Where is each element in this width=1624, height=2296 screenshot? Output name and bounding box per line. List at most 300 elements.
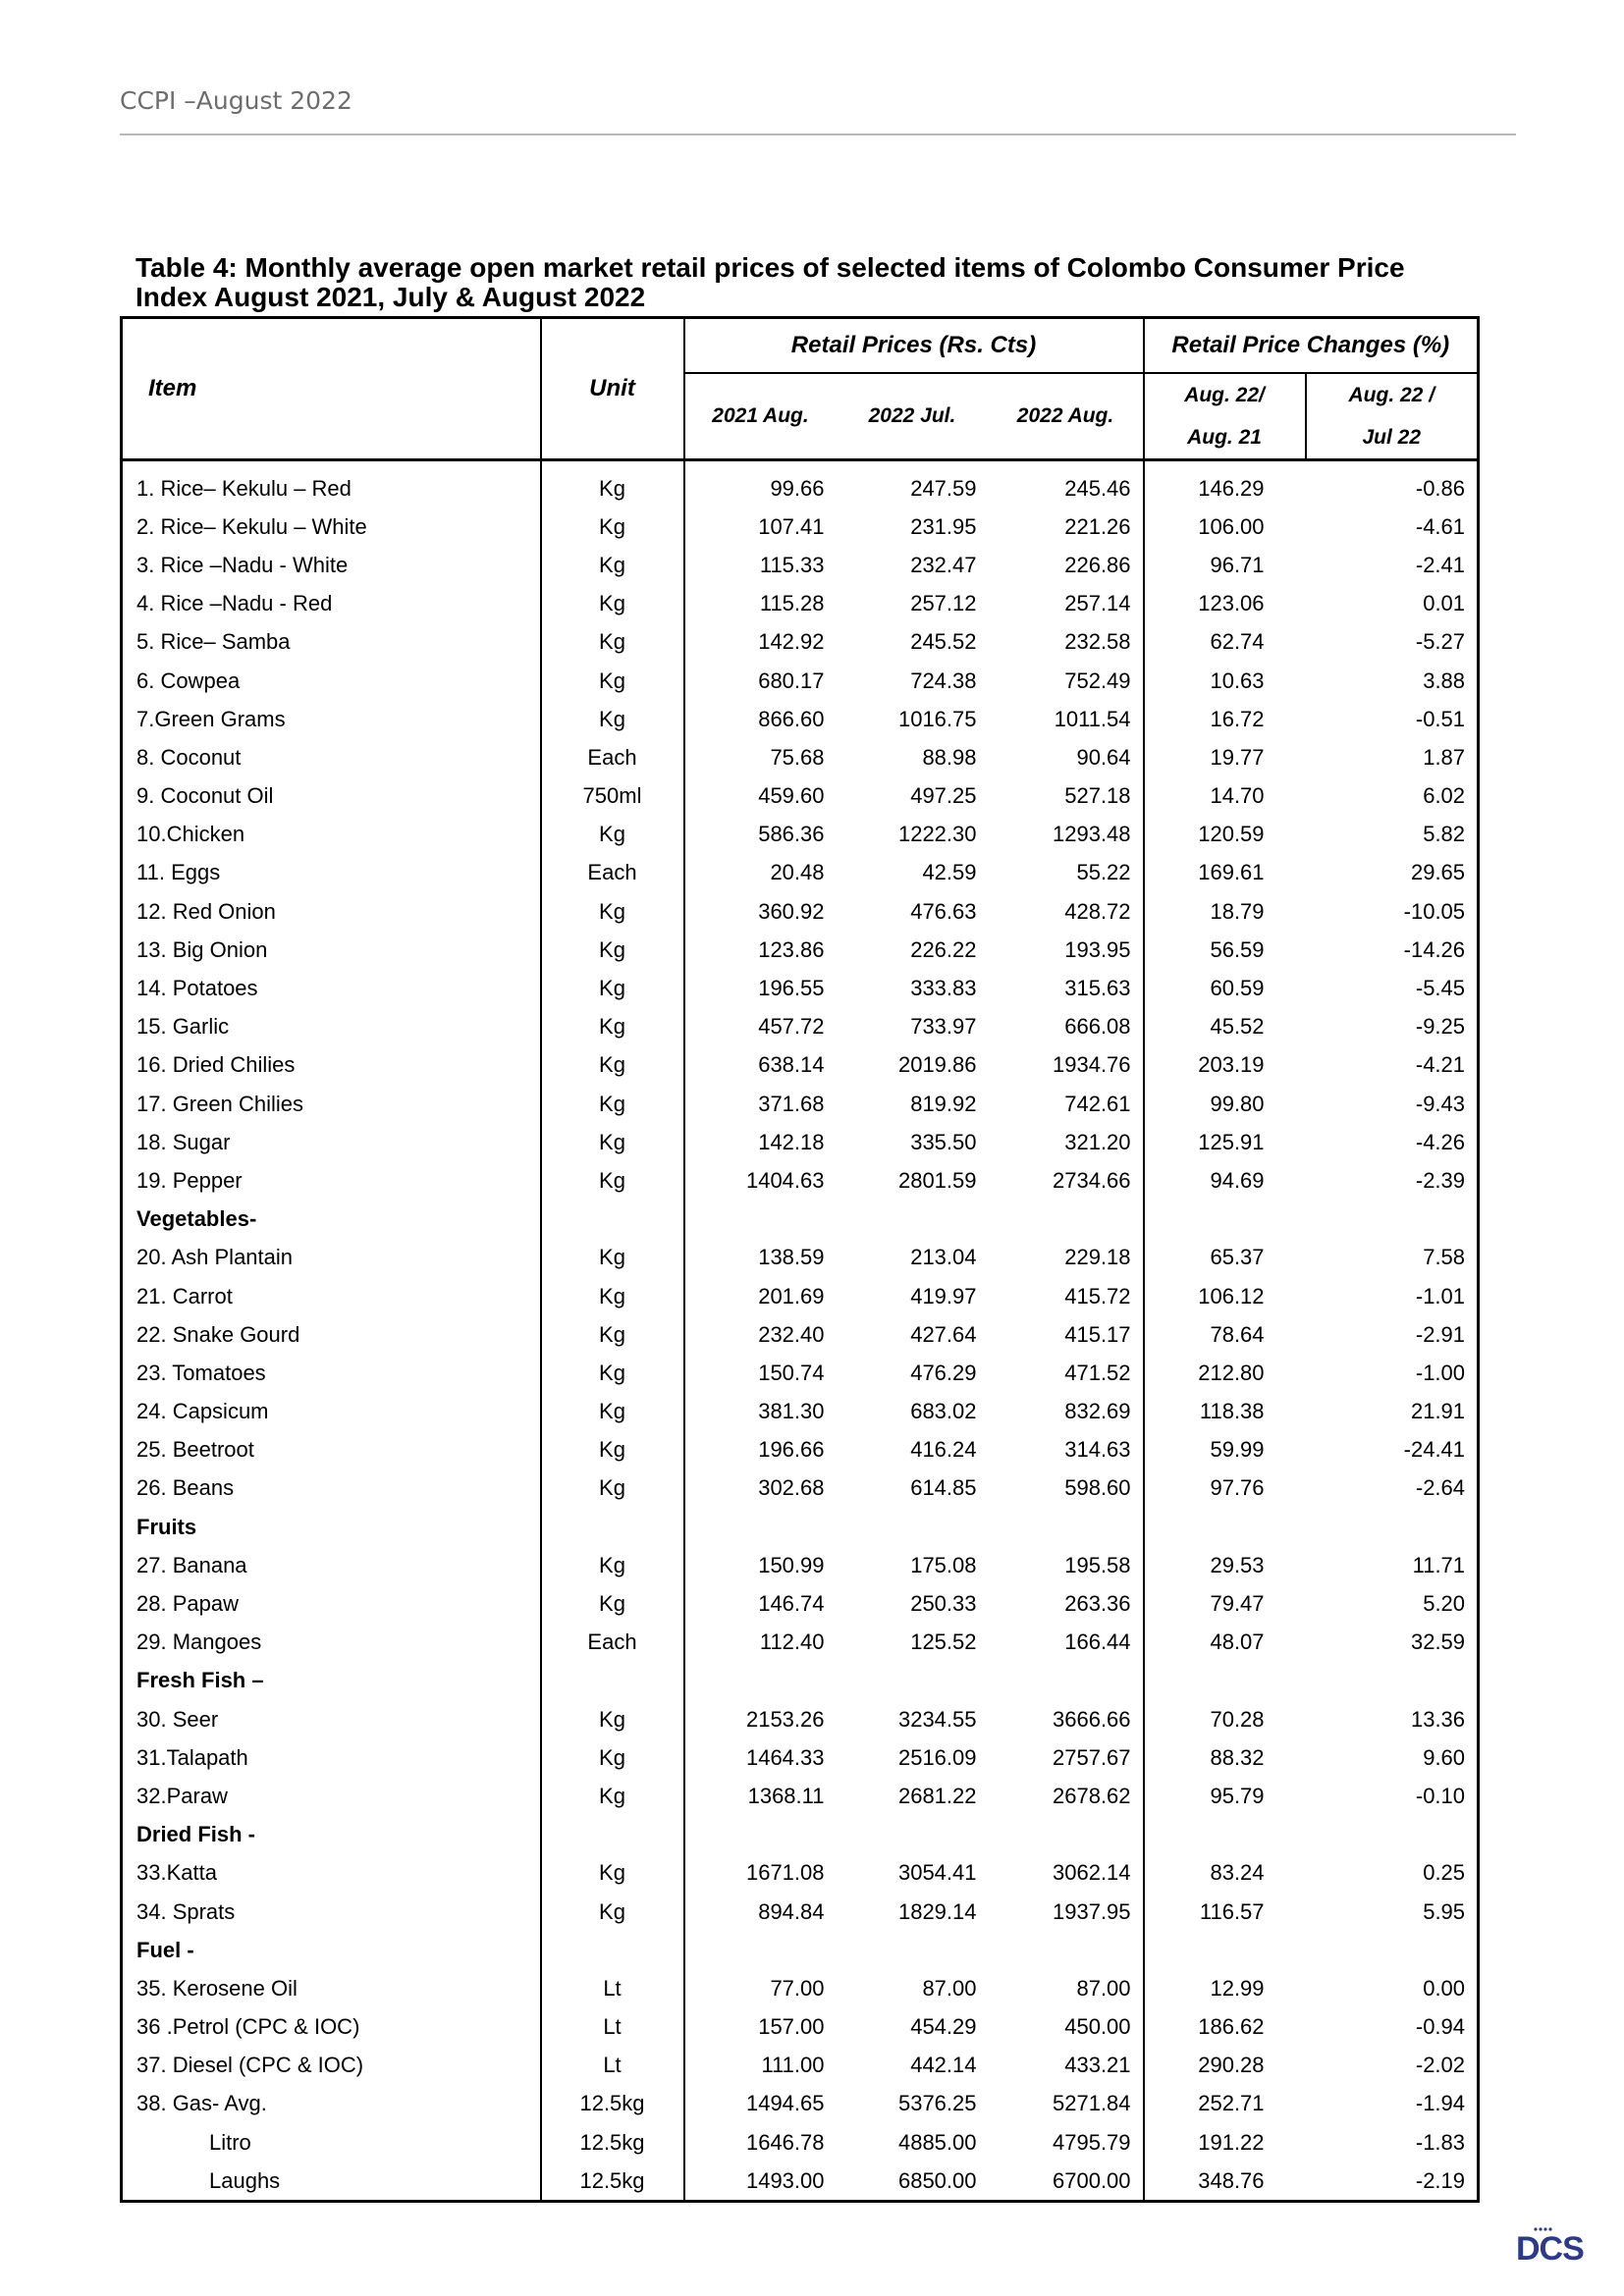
table-row: [122, 460, 1479, 508]
table-row: [122, 1008, 1479, 1046]
table-row: [122, 1854, 1479, 1893]
table-row: [122, 1738, 1479, 1777]
cell-p3: [989, 1201, 1144, 1239]
cell-p1: 107.41: [758, 513, 825, 539]
cell-item: 34. Sprats: [122, 1893, 541, 1931]
cell-c2: -1.00: [1415, 1360, 1466, 1385]
cell-unit: 12.5kg: [541, 2162, 684, 2202]
cell-item: 18. Sugar: [122, 1123, 541, 1161]
cell-c1: 88.32: [1210, 1744, 1265, 1770]
cell-item: 4. Rice –Nadu - Red: [122, 585, 541, 623]
header-change1-top: Aug. 22/: [1184, 384, 1265, 406]
cell-c1: 45.52: [1210, 1014, 1265, 1040]
table-row: [122, 1354, 1479, 1392]
cell-c2: 0.01: [1423, 591, 1466, 616]
table-row: [122, 623, 1479, 662]
cell-item: 14. Potatoes: [122, 969, 541, 1007]
cell-p3: 87.00: [989, 1969, 1144, 2007]
cell-p3: 226.86: [989, 546, 1144, 584]
cell-p3: 195.58: [989, 1546, 1144, 1584]
cell-c2: -2.19: [1415, 2167, 1466, 2193]
header-aug-2021: 2021 Aug.: [684, 373, 837, 460]
cell-p2: 476.29: [910, 1360, 977, 1385]
cell-p1: 894.84: [758, 1898, 825, 1924]
cell-c2: 0.25: [1423, 1860, 1466, 1886]
cell-p2: 454.29: [910, 2014, 977, 2040]
cell-unit: Kg: [541, 1123, 684, 1161]
cell-item: 38. Gas- Avg.: [122, 2085, 541, 2123]
cell-item: 1. Rice– Kekulu – Red: [122, 460, 541, 508]
cell-c2: 5.82: [1423, 822, 1466, 847]
cell-item: 31.Talapath: [122, 1738, 541, 1777]
header-change2-bottom: Jul 22: [1362, 426, 1422, 449]
cell-c1: [1144, 1508, 1306, 1546]
table-row: [122, 1969, 1479, 2007]
cell-p3: 3062.14: [989, 1854, 1144, 1893]
cell-p3: 166.44: [989, 1624, 1144, 1662]
cell-p2: [837, 1816, 989, 1854]
cell-unit: Kg: [541, 1393, 684, 1431]
table-row: [122, 1393, 1479, 1431]
cell-item: 27. Banana: [122, 1546, 541, 1584]
cell-c2: 13.36: [1410, 1706, 1466, 1732]
cell-unit: 750ml: [541, 777, 684, 816]
cell-p1: 99.66: [770, 475, 825, 501]
cell-unit: Kg: [541, 1738, 684, 1777]
cell-p1: 157.00: [758, 2014, 825, 2040]
cell-c2: -9.43: [1415, 1091, 1466, 1116]
cell-p2: 733.97: [910, 1014, 977, 1040]
cell-p1: 457.72: [758, 1014, 825, 1040]
cell-c2: -4.21: [1415, 1052, 1466, 1078]
cell-item: 16. Dried Chilies: [122, 1046, 541, 1085]
cell-p3: 1293.48: [989, 816, 1144, 854]
cell-p3: 598.60: [989, 1469, 1144, 1508]
cell-c2: -0.86: [1415, 475, 1466, 501]
cell-c1: 70.28: [1210, 1706, 1265, 1732]
cell-c1: 125.91: [1198, 1129, 1265, 1154]
cell-item: 30. Seer: [122, 1700, 541, 1738]
cell-p2: 335.50: [910, 1129, 977, 1154]
table-row: [122, 892, 1479, 931]
cell-item: 8. Coconut: [122, 738, 541, 776]
table-row: [122, 662, 1479, 700]
cell-c1: 18.79: [1210, 898, 1265, 924]
cell-item: 33.Katta: [122, 1854, 541, 1893]
cell-item: 35. Kerosene Oil: [122, 1969, 541, 2007]
cell-c2: -5.27: [1415, 629, 1466, 655]
cell-p3: 666.08: [989, 1008, 1144, 1046]
cell-p1: 1493.00: [745, 2167, 825, 2193]
cell-c1: 10.63: [1210, 667, 1265, 693]
cell-item: 21. Carrot: [122, 1277, 541, 1315]
cell-p1: 680.17: [758, 667, 825, 693]
table-title: [135, 253, 1510, 312]
cell-c1: 56.59: [1210, 936, 1265, 962]
header-retail-prices: Retail Prices (Rs. Cts): [684, 318, 1144, 374]
cell-unit: Kg: [541, 1354, 684, 1392]
cell-c2: -2.39: [1415, 1167, 1466, 1193]
cell-p3: 433.21: [989, 2047, 1144, 2085]
cell-p2: 419.97: [910, 1283, 977, 1308]
cell-p1: 2153.26: [745, 1706, 825, 1732]
cell-item: 6. Cowpea: [122, 662, 541, 700]
cell-item: 3. Rice –Nadu - White: [122, 546, 541, 584]
cell-unit: Kg: [541, 1700, 684, 1738]
cell-c1: 212.80: [1198, 1360, 1265, 1385]
cell-c2: -5.45: [1415, 976, 1466, 1001]
cell-c2: -4.26: [1415, 1129, 1466, 1154]
cell-p1: 150.99: [758, 1552, 825, 1577]
cell-p3: 5271.84: [989, 2085, 1144, 2123]
cell-p2: 476.63: [910, 898, 977, 924]
header-aug-2022: 2022 Aug.: [989, 373, 1144, 460]
cell-item: Dried Fish -: [122, 1816, 541, 1854]
cell-item: Litro: [122, 2123, 541, 2162]
price-table: [120, 316, 1480, 2203]
cell-p2: 245.52: [910, 629, 977, 655]
table-row: [122, 1546, 1479, 1584]
table-section-row: [122, 1508, 1479, 1546]
cell-p1: 586.36: [758, 822, 825, 847]
cell-p2: 213.04: [910, 1245, 977, 1270]
cell-p3: 3666.66: [989, 1700, 1144, 1738]
table-row: [122, 700, 1479, 738]
cell-unit: Kg: [541, 969, 684, 1007]
cell-p1: 196.55: [758, 976, 825, 1001]
table-row: [122, 2123, 1479, 2162]
cell-item: 2. Rice– Kekulu – White: [122, 507, 541, 546]
cell-item: 24. Capsicum: [122, 1393, 541, 1431]
cell-p3: 314.63: [989, 1431, 1144, 1469]
table-section-row: [122, 1201, 1479, 1239]
cell-c2: [1306, 1816, 1479, 1854]
table-row: [122, 738, 1479, 776]
table-row: [122, 1893, 1479, 1931]
cell-p2: 819.92: [910, 1091, 977, 1116]
cell-p2: [837, 1201, 989, 1239]
cell-p1: 196.66: [758, 1437, 825, 1463]
cell-p1: 146.74: [758, 1591, 825, 1617]
cell-c1: 19.77: [1210, 744, 1265, 770]
cell-c2: 5.95: [1423, 1898, 1466, 1924]
table-row: [122, 1046, 1479, 1085]
table-title-line2: Index August 2021, July & August 2022: [135, 282, 646, 312]
cell-item: 11. Eggs: [122, 854, 541, 892]
cell-p3: 752.49: [989, 662, 1144, 700]
cell-p2: 231.95: [910, 513, 977, 539]
cell-c2: 6.02: [1423, 783, 1466, 809]
cell-unit: Kg: [541, 892, 684, 931]
cell-p1: 1404.63: [745, 1167, 825, 1193]
cell-p2: 1016.75: [897, 706, 977, 731]
cell-c2: 11.71: [1412, 1552, 1466, 1577]
cell-unit: Lt: [541, 1969, 684, 2007]
cell-p1: 360.92: [758, 898, 825, 924]
cell-c1: 290.28: [1198, 2053, 1265, 2078]
table-row: [122, 1277, 1479, 1315]
cell-unit: Kg: [541, 1161, 684, 1200]
table-row: [122, 1123, 1479, 1161]
cell-unit: Kg: [541, 1469, 684, 1508]
cell-unit: [541, 1201, 684, 1239]
cell-item: 26. Beans: [122, 1469, 541, 1508]
header-unit: Unit: [541, 318, 684, 460]
cell-item: Fresh Fish –: [122, 1662, 541, 1700]
cell-p3: 2734.66: [989, 1161, 1144, 1200]
header-item: Item: [122, 318, 541, 460]
table-row: [122, 931, 1479, 969]
cell-c2: -14.26: [1403, 936, 1466, 962]
cell-p2: 497.25: [910, 783, 977, 809]
cell-c2: [1306, 1662, 1479, 1700]
cell-unit: Kg: [541, 507, 684, 546]
table-row: [122, 777, 1479, 816]
cell-p3: 321.20: [989, 1123, 1144, 1161]
cell-unit: Each: [541, 1624, 684, 1662]
cell-p1: 115.28: [759, 591, 825, 616]
cell-c1: 169.61: [1198, 860, 1265, 885]
cell-p2: 683.02: [910, 1399, 977, 1424]
cell-p3: 832.69: [989, 1393, 1144, 1431]
cell-c1: 29.53: [1210, 1552, 1265, 1577]
cell-item: 13. Big Onion: [122, 931, 541, 969]
cell-c1: [1144, 1816, 1306, 1854]
cell-item: 23. Tomatoes: [122, 1354, 541, 1392]
cell-unit: 12.5kg: [541, 2123, 684, 2162]
cell-p1: 1368.11: [747, 1783, 825, 1808]
cell-c2: -0.94: [1415, 2014, 1466, 2040]
table-row: [122, 1315, 1479, 1354]
cell-unit: Kg: [541, 585, 684, 623]
cell-unit: [541, 1931, 684, 1969]
cell-p2: 2681.22: [897, 1783, 977, 1808]
cell-p1: 150.74: [758, 1360, 825, 1385]
cell-unit: Kg: [541, 546, 684, 584]
cell-p3: [989, 1931, 1144, 1969]
cell-unit: Kg: [541, 816, 684, 854]
cell-p3: 1011.54: [989, 700, 1144, 738]
cell-c2: -9.25: [1415, 1014, 1466, 1040]
cell-p1: 142.92: [758, 629, 825, 655]
cell-p3: 527.18: [989, 777, 1144, 816]
table-row: [122, 507, 1479, 546]
cell-p2: 42.59: [922, 860, 977, 885]
cell-item: 15. Garlic: [122, 1008, 541, 1046]
cell-c2: -24.41: [1403, 1437, 1466, 1463]
cell-item: 32.Paraw: [122, 1777, 541, 1815]
cell-p3: 90.64: [989, 738, 1144, 776]
cell-c2: [1306, 1201, 1479, 1239]
cell-item: 22. Snake Gourd: [122, 1315, 541, 1354]
cell-p1: 302.68: [758, 1475, 825, 1501]
cell-unit: Kg: [541, 1431, 684, 1469]
cell-c1: 48.07: [1210, 1629, 1265, 1655]
cell-item: 10.Chicken: [122, 816, 541, 854]
cell-c1: 95.79: [1210, 1783, 1265, 1808]
table-row: [122, 2008, 1479, 2047]
cell-p2: [837, 1508, 989, 1546]
cell-unit: [541, 1662, 684, 1700]
cell-c1: 14.70: [1210, 783, 1265, 809]
price-table-container: [120, 316, 1480, 2203]
header-change-aug22-aug21: [1144, 373, 1306, 460]
table-row: [122, 1431, 1479, 1469]
table-section-row: [122, 1662, 1479, 1700]
cell-c1: 60.59: [1210, 976, 1265, 1001]
cell-c2: [1306, 1508, 1479, 1546]
cell-p1: 638.14: [758, 1052, 825, 1078]
cell-p1: 201.69: [758, 1283, 825, 1308]
cell-c2: -2.64: [1415, 1475, 1466, 1501]
cell-p2: [837, 1662, 989, 1700]
header-divider: [120, 133, 1516, 135]
cell-p2: 175.08: [910, 1552, 977, 1577]
cell-unit: Kg: [541, 460, 684, 508]
cell-p1: 123.86: [758, 936, 825, 962]
cell-unit: Kg: [541, 1008, 684, 1046]
cell-p2: 5376.25: [897, 2091, 977, 2116]
cell-c1: 116.57: [1199, 1898, 1265, 1924]
cell-c1: 62.74: [1210, 629, 1265, 655]
cell-p3: 55.22: [989, 854, 1144, 892]
cell-p1: 459.60: [758, 783, 825, 809]
header-retail-price-changes: Retail Price Changes (%): [1144, 318, 1479, 374]
cell-item: 37. Diesel (CPC & IOC): [122, 2047, 541, 2085]
cell-p3: 2757.67: [989, 1738, 1144, 1777]
table-row: [122, 1624, 1479, 1662]
cell-c1: 16.72: [1210, 706, 1265, 731]
cell-c2: -2.41: [1415, 552, 1466, 577]
cell-unit: Kg: [541, 1893, 684, 1931]
cell-p3: 257.14: [989, 585, 1144, 623]
cell-unit: Kg: [541, 1315, 684, 1354]
table-row: [122, 1239, 1479, 1277]
cell-unit: Kg: [541, 1085, 684, 1123]
cell-p1: 866.60: [758, 706, 825, 731]
cell-unit: Kg: [541, 1854, 684, 1893]
cell-p2: [837, 1931, 989, 1969]
cell-item: Laughs: [122, 2162, 541, 2202]
cell-unit: 12.5kg: [541, 2085, 684, 2123]
cell-c1: 99.80: [1210, 1091, 1265, 1116]
header-change2-top: Aug. 22 /: [1348, 384, 1435, 406]
cell-p1: 1494.65: [745, 2091, 825, 2116]
cell-p2: 226.22: [910, 936, 977, 962]
cell-p3: 1934.76: [989, 1046, 1144, 1085]
cell-p3: 450.00: [989, 2008, 1144, 2047]
cell-c2: 7.58: [1423, 1245, 1466, 1270]
cell-p2: 125.52: [910, 1629, 977, 1655]
cell-p2: 87.00: [922, 1975, 977, 2001]
cell-item: 17. Green Chilies: [122, 1085, 541, 1123]
table-section-row: [122, 1816, 1479, 1854]
cell-c2: 1.87: [1423, 744, 1466, 770]
cell-p2: 333.83: [910, 976, 977, 1001]
cell-p2: 88.98: [922, 744, 977, 770]
cell-c2: 3.88: [1423, 667, 1466, 693]
header-change1-bottom: Aug. 21: [1187, 426, 1262, 449]
cell-unit: [541, 1816, 684, 1854]
cell-item: 5. Rice– Samba: [122, 623, 541, 662]
cell-p3: [989, 1508, 1144, 1546]
cell-p2: 2801.59: [897, 1167, 977, 1193]
cell-c1: 106.12: [1198, 1283, 1265, 1308]
cell-p3: 229.18: [989, 1239, 1144, 1277]
cell-p2: 4885.00: [897, 2129, 977, 2155]
table-row: [122, 1469, 1479, 1508]
cell-p1: 371.68: [758, 1091, 825, 1116]
cell-c2: [1306, 1931, 1479, 1969]
cell-p1: 111.00: [761, 2053, 825, 2078]
cell-p1: 142.18: [758, 1129, 825, 1154]
table-row: [122, 2047, 1479, 2085]
cell-p3: 193.95: [989, 931, 1144, 969]
cell-c1: 146.29: [1198, 475, 1265, 501]
cell-c2: -1.83: [1415, 2129, 1466, 2155]
cell-p2: 724.38: [910, 667, 977, 693]
cell-p3: 471.52: [989, 1354, 1144, 1392]
cell-c2: -0.10: [1415, 1783, 1466, 1808]
cell-p1: 381.30: [758, 1399, 825, 1424]
dcs-logo: [1516, 2226, 1585, 2268]
cell-p1: [684, 1931, 837, 1969]
cell-item: Fuel -: [122, 1931, 541, 1969]
cell-unit: Kg: [541, 1046, 684, 1085]
header-change-aug22-jul22: [1306, 373, 1479, 460]
cell-unit: Each: [541, 738, 684, 776]
cell-c2: -2.91: [1415, 1321, 1466, 1347]
cell-p3: 263.36: [989, 1584, 1144, 1623]
table-row: [122, 1085, 1479, 1123]
cell-p3: 245.46: [989, 460, 1144, 508]
cell-c2: 5.20: [1423, 1591, 1466, 1617]
cell-c1: 191.22: [1198, 2129, 1265, 2155]
table-section-row: [122, 1931, 1479, 1969]
cell-c2: -1.01: [1415, 1283, 1466, 1308]
cell-p2: 442.14: [910, 2053, 977, 2078]
cell-p1: 20.48: [770, 860, 825, 885]
cell-unit: Kg: [541, 662, 684, 700]
cell-unit: Kg: [541, 1546, 684, 1584]
cell-c1: 59.99: [1210, 1437, 1265, 1463]
price-table-body: [122, 460, 1479, 2202]
cell-p3: [989, 1662, 1144, 1700]
cell-p2: 427.64: [910, 1321, 977, 1347]
cell-p3: 1937.95: [989, 1893, 1144, 1931]
cell-c1: 94.69: [1210, 1167, 1265, 1193]
cell-c1: 83.24: [1210, 1860, 1265, 1886]
cell-c1: [1144, 1662, 1306, 1700]
cell-p3: 221.26: [989, 507, 1144, 546]
cell-item: 36 .Petrol (CPC & IOC): [122, 2008, 541, 2047]
cell-unit: Kg: [541, 623, 684, 662]
cell-p1: 1671.08: [745, 1860, 825, 1886]
cell-unit: Lt: [541, 2008, 684, 2047]
cell-p3: 6700.00: [989, 2162, 1144, 2202]
cell-item: 28. Papaw: [122, 1584, 541, 1623]
cell-c1: 106.00: [1198, 513, 1265, 539]
cell-p1: 77.00: [770, 1975, 825, 2001]
table-row: [122, 1161, 1479, 1200]
cell-c2: 0.00: [1423, 1975, 1466, 2001]
table-row: [122, 816, 1479, 854]
cell-item: 9. Coconut Oil: [122, 777, 541, 816]
cell-p3: 428.72: [989, 892, 1144, 931]
cell-c1: 203.19: [1198, 1052, 1265, 1078]
cell-p2: 3054.41: [897, 1860, 977, 1886]
cell-unit: Kg: [541, 1239, 684, 1277]
